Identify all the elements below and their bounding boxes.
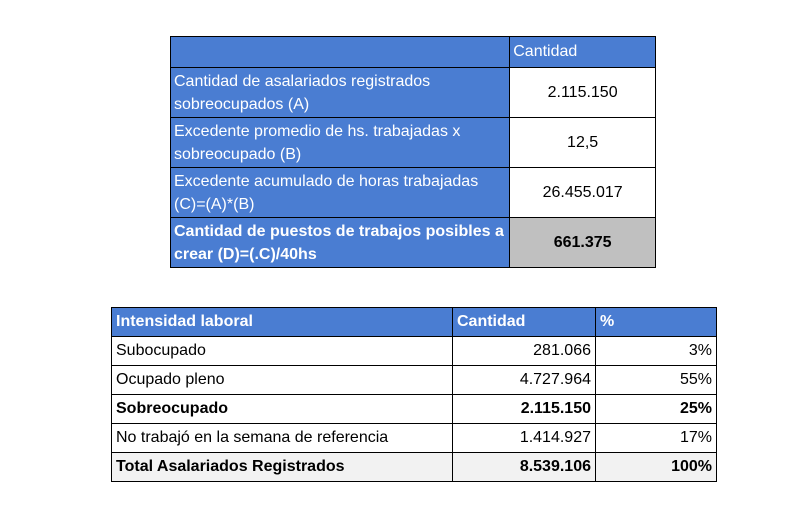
header-cantidad-cell: Cantidad (510, 37, 656, 68)
overemployment-summary-table (170, 36, 656, 268)
percent-cell: 55% (596, 366, 717, 395)
table-row (171, 168, 656, 218)
total-label: Cantidad de puestos de trabajos posibles a crear (D)=(.C)/40hs (171, 218, 510, 268)
total-percent: 100% (596, 453, 717, 482)
count-cell: 4.727.964 (453, 366, 596, 395)
row-label: Cantidad de asalariados registrados sobreocupados (A) (171, 68, 510, 118)
table-header-row (112, 308, 717, 337)
category-cell: Subocupado (112, 337, 453, 366)
row-label: Excedente acumulado de horas trabajadas (C)=(A)*(B) (171, 168, 510, 218)
row-value: 12,5 (510, 118, 656, 168)
category-cell: Ocupado pleno (112, 366, 453, 395)
header-intensidad: Intensidad laboral (112, 308, 453, 337)
percent-cell: 17% (596, 424, 717, 453)
row-value: 2.115.150 (510, 68, 656, 118)
labor-intensity-table (111, 307, 717, 482)
percent-cell: 3% (596, 337, 717, 366)
total-label: Total Asalariados Registrados (112, 453, 453, 482)
table-header-row (171, 37, 656, 68)
category-cell: Sobreocupado (112, 395, 453, 424)
count-cell: 2.115.150 (453, 395, 596, 424)
count-cell: 281.066 (453, 337, 596, 366)
total-count: 8.539.106 (453, 453, 596, 482)
table-row (112, 337, 717, 366)
count-cell: 1.414.927 (453, 424, 596, 453)
table-row (112, 395, 717, 424)
header-percent: % (596, 308, 717, 337)
category-cell: No trabajó en la semana de referencia (112, 424, 453, 453)
header-label-cell (171, 37, 510, 68)
total-row (112, 453, 717, 482)
total-value: 661.375 (510, 218, 656, 268)
row-label: Excedente promedio de hs. trabajadas x sobreocupado (B) (171, 118, 510, 168)
percent-cell: 25% (596, 395, 717, 424)
table-row (171, 68, 656, 118)
table-row (112, 366, 717, 395)
header-cantidad: Cantidad (453, 308, 596, 337)
table-row (171, 118, 656, 168)
row-value: 26.455.017 (510, 168, 656, 218)
table-row (112, 424, 717, 453)
total-row (171, 218, 656, 268)
